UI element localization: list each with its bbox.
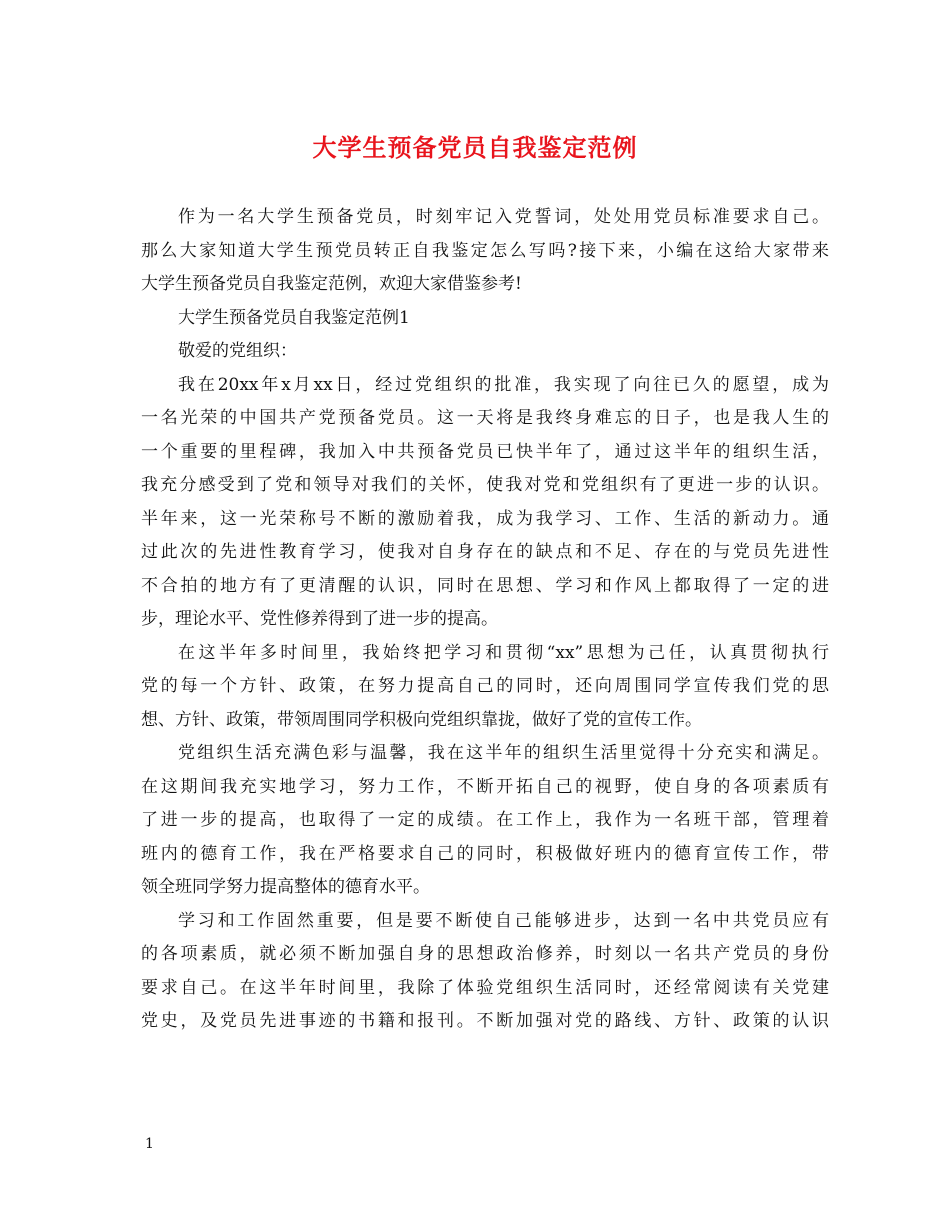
paragraph-line: 党的每一个方针、政策，在努力提高自己的同时，还向周围同学宣传我们党的思 bbox=[141, 676, 829, 696]
paragraph-line: 过此次的先进性教育学习，使我对自身存在的缺点和不足、存在的与党员先进性 bbox=[141, 542, 829, 562]
paragraph-line: 学习和工作固然重要，但是要不断使自己能够进步，达到一名中共党员应有 bbox=[178, 910, 829, 931]
paragraph-line: 在这期间我充实地学习，努力工作，不断开拓自己的视野，使自身的各项素质有 bbox=[141, 776, 829, 797]
paragraph-line: 不合拍的地方有了更清醒的认识，同时在思想、学习和作风上都取得了一定的进 bbox=[141, 575, 829, 596]
paragraph-line: 一个重要的里程碑，我加入中共预备党员已快半年了，通过这半年的组织生活， bbox=[141, 441, 829, 462]
paragraph-line: 的各项素质，就必须不断加强自身的思想政治修养，时刻以一名共产党员的身份 bbox=[141, 944, 829, 964]
paragraph-line: 党史，及党员先进事迹的书籍和报刊。不断加强对党的路线、方针、政策的认识 bbox=[141, 1011, 829, 1031]
paragraph-line: 我充分感受到了党和领导对我们的关怀，使我对党和党组织有了更进一步的认识。 bbox=[141, 475, 829, 495]
salutation: 敬爱的党组织： bbox=[178, 341, 297, 361]
paragraph-line: 那么大家知道大学生预党员转正自我鉴定怎么写吗?接下来，小编在这给大家带来 bbox=[141, 240, 829, 261]
paragraph-line: 班内的德育工作，我在严格要求自己的同时，积极做好班内的德育宣传工作，带 bbox=[141, 843, 829, 864]
section-heading: 大学生预备党员自我鉴定范例1 bbox=[178, 307, 410, 328]
paragraph-line: 党组织生活充满色彩与温馨，我在这半年的组织生活里觉得十分充实和满足。 bbox=[178, 743, 829, 763]
paragraph-line: 了进一步的提高，也取得了一定的成绩。在工作上，我作为一名班干部，管理着 bbox=[141, 810, 829, 830]
document-body bbox=[141, 201, 829, 1039]
paragraph-line: 步，理论水平、党性修养得到了进一步的提高。 bbox=[141, 609, 498, 629]
paragraph-line: 在这半年多时间里，我始终把学习和贯彻“xx”思想为己任，认真贯彻执行 bbox=[178, 642, 829, 663]
paragraph-line: 要求自己。在这半年时间里，我除了体验党组织生活同时，还经常阅读有关党建 bbox=[141, 977, 829, 998]
paragraph-line: 领全班同学努力提高整体的德育水平。 bbox=[141, 877, 430, 897]
document-title: 大学生预备党员自我鉴定范例 bbox=[312, 134, 638, 162]
page-number: 1 bbox=[145, 1136, 154, 1152]
paragraph-line: 想、方针、政策，带领周围同学积极向党组织靠拢，做好了党的宣传工作。 bbox=[141, 709, 702, 730]
paragraph-line: 大学生预备党员自我鉴定范例，欢迎大家借鉴参考! bbox=[141, 274, 522, 294]
paragraph-line: 作为一名大学生预备党员，时刻牢记入党誓词，处处用党员标准要求自己。 bbox=[178, 207, 829, 227]
paragraph-line: 一名光荣的中国共产党预备党员。这一天将是我终身难忘的日子，也是我人生的 bbox=[141, 408, 829, 428]
paragraph-line: 半年来，这一光荣称号不断的激励着我，成为我学习、工作、生活的新动力。通 bbox=[141, 508, 829, 529]
paragraph-line: 我在20xx年x月xx日，经过党组织的批准，我实现了向往已久的愿望，成为 bbox=[178, 374, 829, 395]
